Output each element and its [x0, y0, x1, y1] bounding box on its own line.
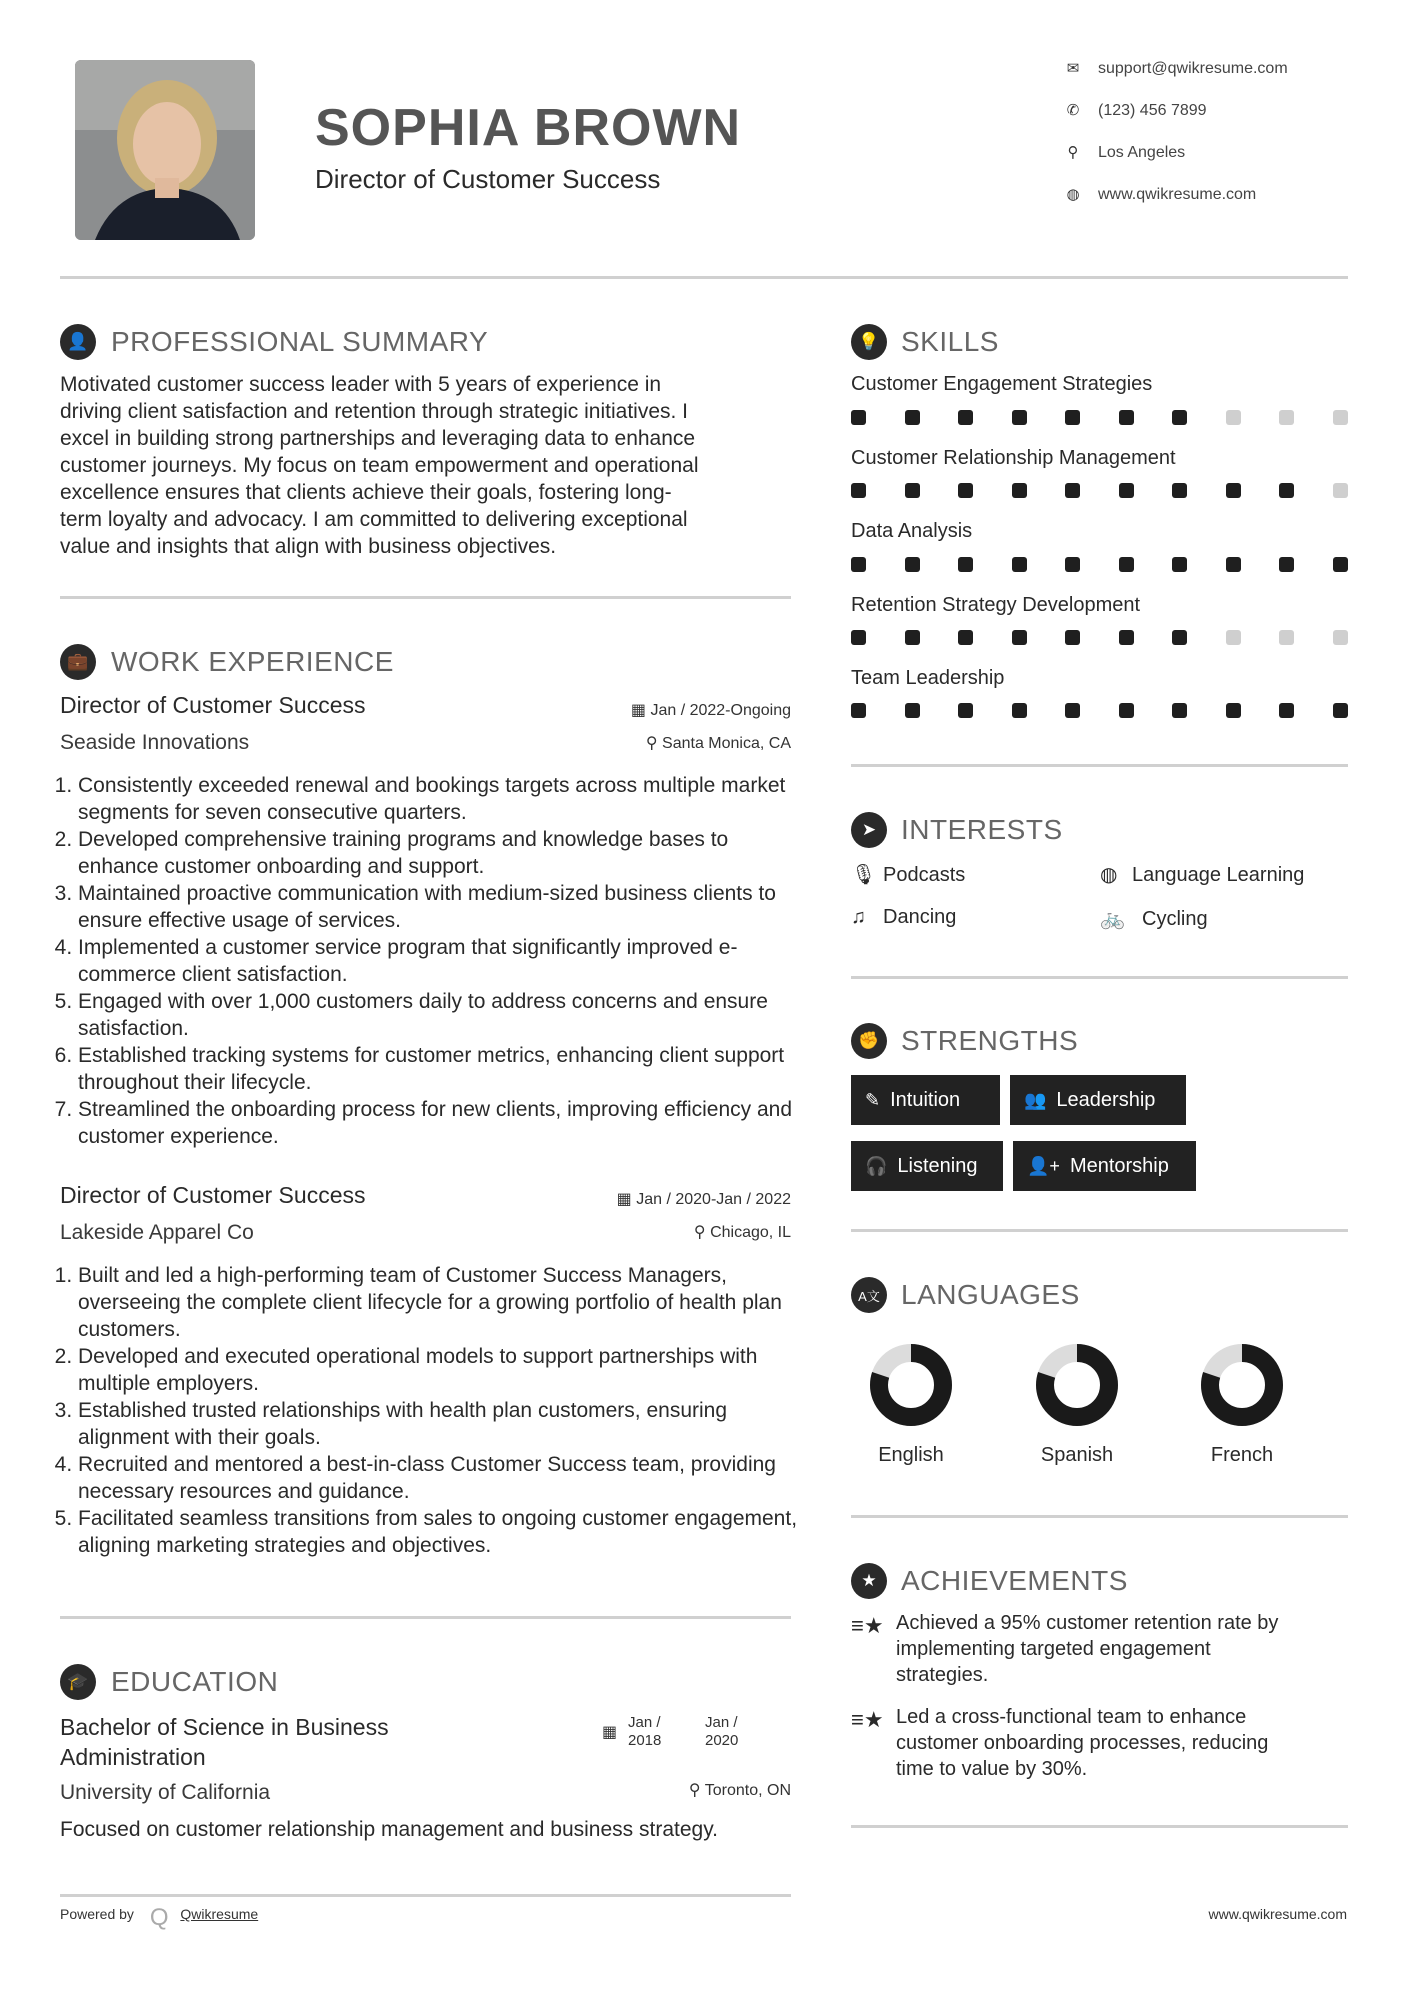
rating-dot [1333, 557, 1348, 572]
strengths-divider [851, 1229, 1348, 1232]
briefcase-icon: 💼 [60, 644, 96, 680]
experience-heading: WORK EXPERIENCE [111, 646, 394, 677]
job-location: ⚲ Santa Monica, CA [645, 735, 791, 752]
list-item: 4. Implemented a customer service program that significantly improved e-commerce client satisfaction. [78, 934, 813, 988]
experience-divider [60, 1616, 791, 1619]
contact-website[interactable]: ◍ www.qwikresume.com [1062, 185, 1256, 204]
rating-dot [1119, 483, 1134, 498]
list-item: 3. Established trusted relationships with health plan customers, ensuring alignment with their goals. [78, 1397, 813, 1451]
list-item: 2. Developed and executed operational models to support partnerships with multiple employers. [78, 1343, 813, 1397]
rating-dot [1226, 630, 1241, 645]
rating-dot [958, 410, 973, 425]
candidate-title: Director of Customer Success [315, 164, 661, 194]
contact-location: ⚲ Los Angeles [1062, 143, 1185, 162]
headphones-icon: 🎧 [865, 1155, 888, 1176]
graduate-icon: 🎓 [60, 1664, 96, 1700]
job-location: ⚲ Chicago, IL [693, 1224, 791, 1241]
rating-dot [905, 410, 920, 425]
skill-rating [851, 630, 1348, 645]
candidate-name: SOPHIA BROWN [315, 99, 742, 157]
rating-dot [1065, 703, 1080, 718]
education-heading: EDUCATION [111, 1666, 279, 1697]
profile-photo [75, 60, 255, 240]
rating-dot [1279, 703, 1294, 718]
job-company: Seaside Innovations [60, 731, 250, 754]
skill-rating [851, 557, 1348, 572]
rating-dot [1333, 703, 1348, 718]
list-item: 2. Developed comprehensive training programs and knowledge bases to enhance customer onboarding and support. [78, 826, 813, 880]
pushpin-icon: ⚲ [688, 1782, 705, 1799]
education-divider [60, 1894, 791, 1897]
list-item: 5. Facilitated seamless transitions from sales to ongoing customer engagement, aligning marketing strategies and objectives. [78, 1505, 813, 1559]
rating-dot [1333, 630, 1348, 645]
job-dates: ▦ Jan / 2022-Ongoing [630, 702, 791, 719]
envelope-icon: ✉ [1066, 60, 1080, 77]
rating-dot [905, 703, 920, 718]
rating-dot [1279, 483, 1294, 498]
pushpin-icon: ⚲ [693, 1224, 711, 1241]
languages-divider [851, 1515, 1348, 1518]
education-description: Focused on customer relationship management and business strategy. [60, 1818, 718, 1841]
rating-dot [1065, 410, 1080, 425]
interests-divider [851, 976, 1348, 979]
footer-powered: Powered by Q Qwikresume [60, 1904, 259, 1931]
language-name: Spanish [1040, 1444, 1114, 1466]
language-level-ring [1032, 1340, 1122, 1430]
language-icon: A文 [851, 1277, 887, 1313]
rating-dot [1012, 630, 1027, 645]
rating-dot [1172, 483, 1187, 498]
rating-dot [905, 483, 920, 498]
user-icon: 👤 [60, 324, 96, 360]
strength-tag: ✎ Intuition [851, 1075, 1000, 1125]
rating-dot [1119, 410, 1134, 425]
language-name: English [878, 1444, 944, 1466]
strength-tag: 🎧 Listening [851, 1141, 1003, 1191]
school: University of California [60, 1781, 271, 1804]
shooting-star-icon: ≡★ [851, 1707, 884, 1732]
languages-heading: LANGUAGES [901, 1279, 1080, 1310]
rating-dot [1226, 557, 1241, 572]
paper-plane-icon: ➤ [851, 812, 887, 848]
music-icon: ♫ [851, 906, 866, 928]
bicycle-icon: 🚲 [1100, 908, 1125, 930]
rating-dot [851, 703, 866, 718]
star-icon: ★ [851, 1563, 887, 1599]
magic-wand-icon: ✎ [865, 1089, 881, 1110]
achievement-item: Led a cross-functional team to enhance customer onboarding processes, reducing time to value by 30%. [896, 1706, 1269, 1780]
rating-dot [1279, 630, 1294, 645]
lightbulb-icon: 💡 [851, 324, 887, 360]
interest-item: ♫ Dancing [851, 906, 957, 928]
calendar-icon: ▦ [616, 1191, 637, 1208]
job-dates: ▦ Jan / 2020-Jan / 2022 [616, 1191, 791, 1208]
job-bullets [58, 772, 813, 1150]
language-level-ring [866, 1340, 956, 1430]
map-pin-icon: ⚲ [1067, 144, 1079, 161]
language-level-ring [1197, 1340, 1287, 1430]
interests-heading: INTERESTS [901, 814, 1063, 845]
rating-dot [958, 703, 973, 718]
rating-dot [1279, 410, 1294, 425]
skill-name: Data Analysis [851, 520, 973, 542]
list-item: 1. Consistently exceeded renewal and bookings targets across multiple market segments for seven consecutive quarters. [78, 772, 813, 826]
rating-dot [1119, 557, 1134, 572]
job-company: Lakeside Apparel Co [60, 1221, 254, 1244]
job-bullets [58, 1262, 813, 1559]
rating-dot [1172, 410, 1187, 425]
phone-icon: ✆ [1066, 102, 1080, 119]
rating-dot [1279, 557, 1294, 572]
shooting-star-icon: ≡★ [851, 1613, 884, 1638]
strength-tag: 👥 Leadership [1010, 1075, 1186, 1125]
list-item: 1. Built and led a high-performing team of Customer Success Managers, overseeing the complete client lifecycle for a growing portfolio of health plan customers. [78, 1262, 813, 1343]
rating-dot [905, 557, 920, 572]
rating-dot [958, 557, 973, 572]
list-item: 7. Streamlined the onboarding process for new clients, improving efficiency and customer experience. [78, 1096, 813, 1150]
list-item: 6. Established tracking systems for customer metrics, enhancing client support throughout their lifecycle. [78, 1042, 813, 1096]
brand-link[interactable]: Qwikresume [180, 1906, 259, 1922]
job-title: Director of Customer Success [60, 692, 366, 718]
rating-dot [1226, 703, 1241, 718]
summary-divider [60, 596, 791, 599]
list-item: 5. Engaged with over 1,000 customers daily to address concerns and ensure satisfaction. [78, 988, 813, 1042]
rating-dot [851, 557, 866, 572]
rating-dot [1226, 483, 1241, 498]
summary-text: Motivated customer success leader with 5 years of experience in driving client satisfaction and retention through strategic initiatives. I excel in building strong partnerships and leveraging data to enhance customer journeys. My focus on team empowerment and operational excellence ensures that clients achieve their goals, fostering long- term loyalty and advocacy. I am committed to delivering exceptional value and insights that align with business objectives. [60, 373, 699, 558]
skill-name: Team Leadership [851, 667, 1005, 689]
strengths-heading: STRENGTHS [901, 1025, 1079, 1056]
achievement-item: Achieved a 95% customer retention rate by implementing targeted engagement strategies. [896, 1612, 1279, 1686]
rating-dot [1012, 483, 1027, 498]
achievements-divider [851, 1825, 1348, 1828]
calendar-icon: ▦ [630, 702, 651, 719]
interest-item: 🎙 Podcasts [851, 864, 966, 886]
skill-name: Customer Relationship Management [851, 447, 1176, 469]
contact-email[interactable]: ✉ support@qwikresume.com [1062, 59, 1288, 78]
interest-item: 🚲 Cycling [1100, 908, 1208, 930]
degree: Bachelor of Science in Business Administration [60, 1714, 389, 1770]
skills-divider [851, 764, 1348, 767]
education-location: ⚲ Toronto, ON [688, 1782, 791, 1799]
skill-rating [851, 410, 1348, 425]
rating-dot [958, 483, 973, 498]
rating-dot [1012, 410, 1027, 425]
rating-dot [1012, 557, 1027, 572]
interest-item: ◍ Language Learning [1100, 864, 1305, 886]
language-name: French [1210, 1444, 1274, 1466]
rating-dot [1172, 630, 1187, 645]
rating-dot [851, 483, 866, 498]
contact-phone[interactable]: ✆ (123) 456 7899 [1062, 101, 1207, 120]
rating-dot [851, 630, 866, 645]
globe-icon: ◍ [1066, 186, 1080, 203]
rating-dot [851, 410, 866, 425]
rating-dot [1172, 557, 1187, 572]
rating-dot [1065, 630, 1080, 645]
header-divider [60, 276, 1348, 279]
rating-dot [1012, 703, 1027, 718]
rating-dot [1226, 410, 1241, 425]
calendar-icon: ▦ [602, 1724, 618, 1741]
skill-rating [851, 483, 1348, 498]
rating-dot [1172, 703, 1187, 718]
achievements-heading: ACHIEVEMENTS [901, 1565, 1128, 1596]
skill-name: Customer Engagement Strategies [851, 373, 1153, 395]
education-start: Jan / 2018 [628, 1714, 662, 1749]
rating-dot [1065, 557, 1080, 572]
skill-rating [851, 703, 1348, 718]
list-item: 3. Maintained proactive communication with medium-sized business clients to ensure effective usage of services. [78, 880, 813, 934]
qwikresume-logo-icon: Q [149, 1904, 169, 1931]
rating-dot [958, 630, 973, 645]
education-end: Jan / 2020 [705, 1714, 739, 1749]
rating-dot [1119, 703, 1134, 718]
rating-dot [1333, 483, 1348, 498]
rating-dot [1333, 410, 1348, 425]
pushpin-icon: ⚲ [645, 735, 663, 752]
summary-heading: PROFESSIONAL SUMMARY [111, 326, 489, 357]
fist-icon: ✊ [851, 1023, 887, 1059]
footer-website[interactable]: www.qwikresume.com [1208, 1906, 1347, 1922]
user-plus-icon: 👤+ [1027, 1155, 1060, 1176]
rating-dot [1119, 630, 1134, 645]
globe-icon: ◍ [1100, 864, 1118, 886]
strength-tag: 👤+ Mentorship [1013, 1141, 1196, 1191]
microphone-icon: 🎙 [851, 864, 877, 886]
rating-dot [1065, 483, 1080, 498]
users-icon: 👥 [1024, 1089, 1047, 1110]
skills-heading: SKILLS [901, 326, 999, 357]
job-title: Director of Customer Success [60, 1182, 366, 1208]
skill-name: Retention Strategy Development [851, 594, 1141, 616]
rating-dot [905, 630, 920, 645]
list-item: 4. Recruited and mentored a best-in-class Customer Success team, providing necessary resources and guidance. [78, 1451, 813, 1505]
